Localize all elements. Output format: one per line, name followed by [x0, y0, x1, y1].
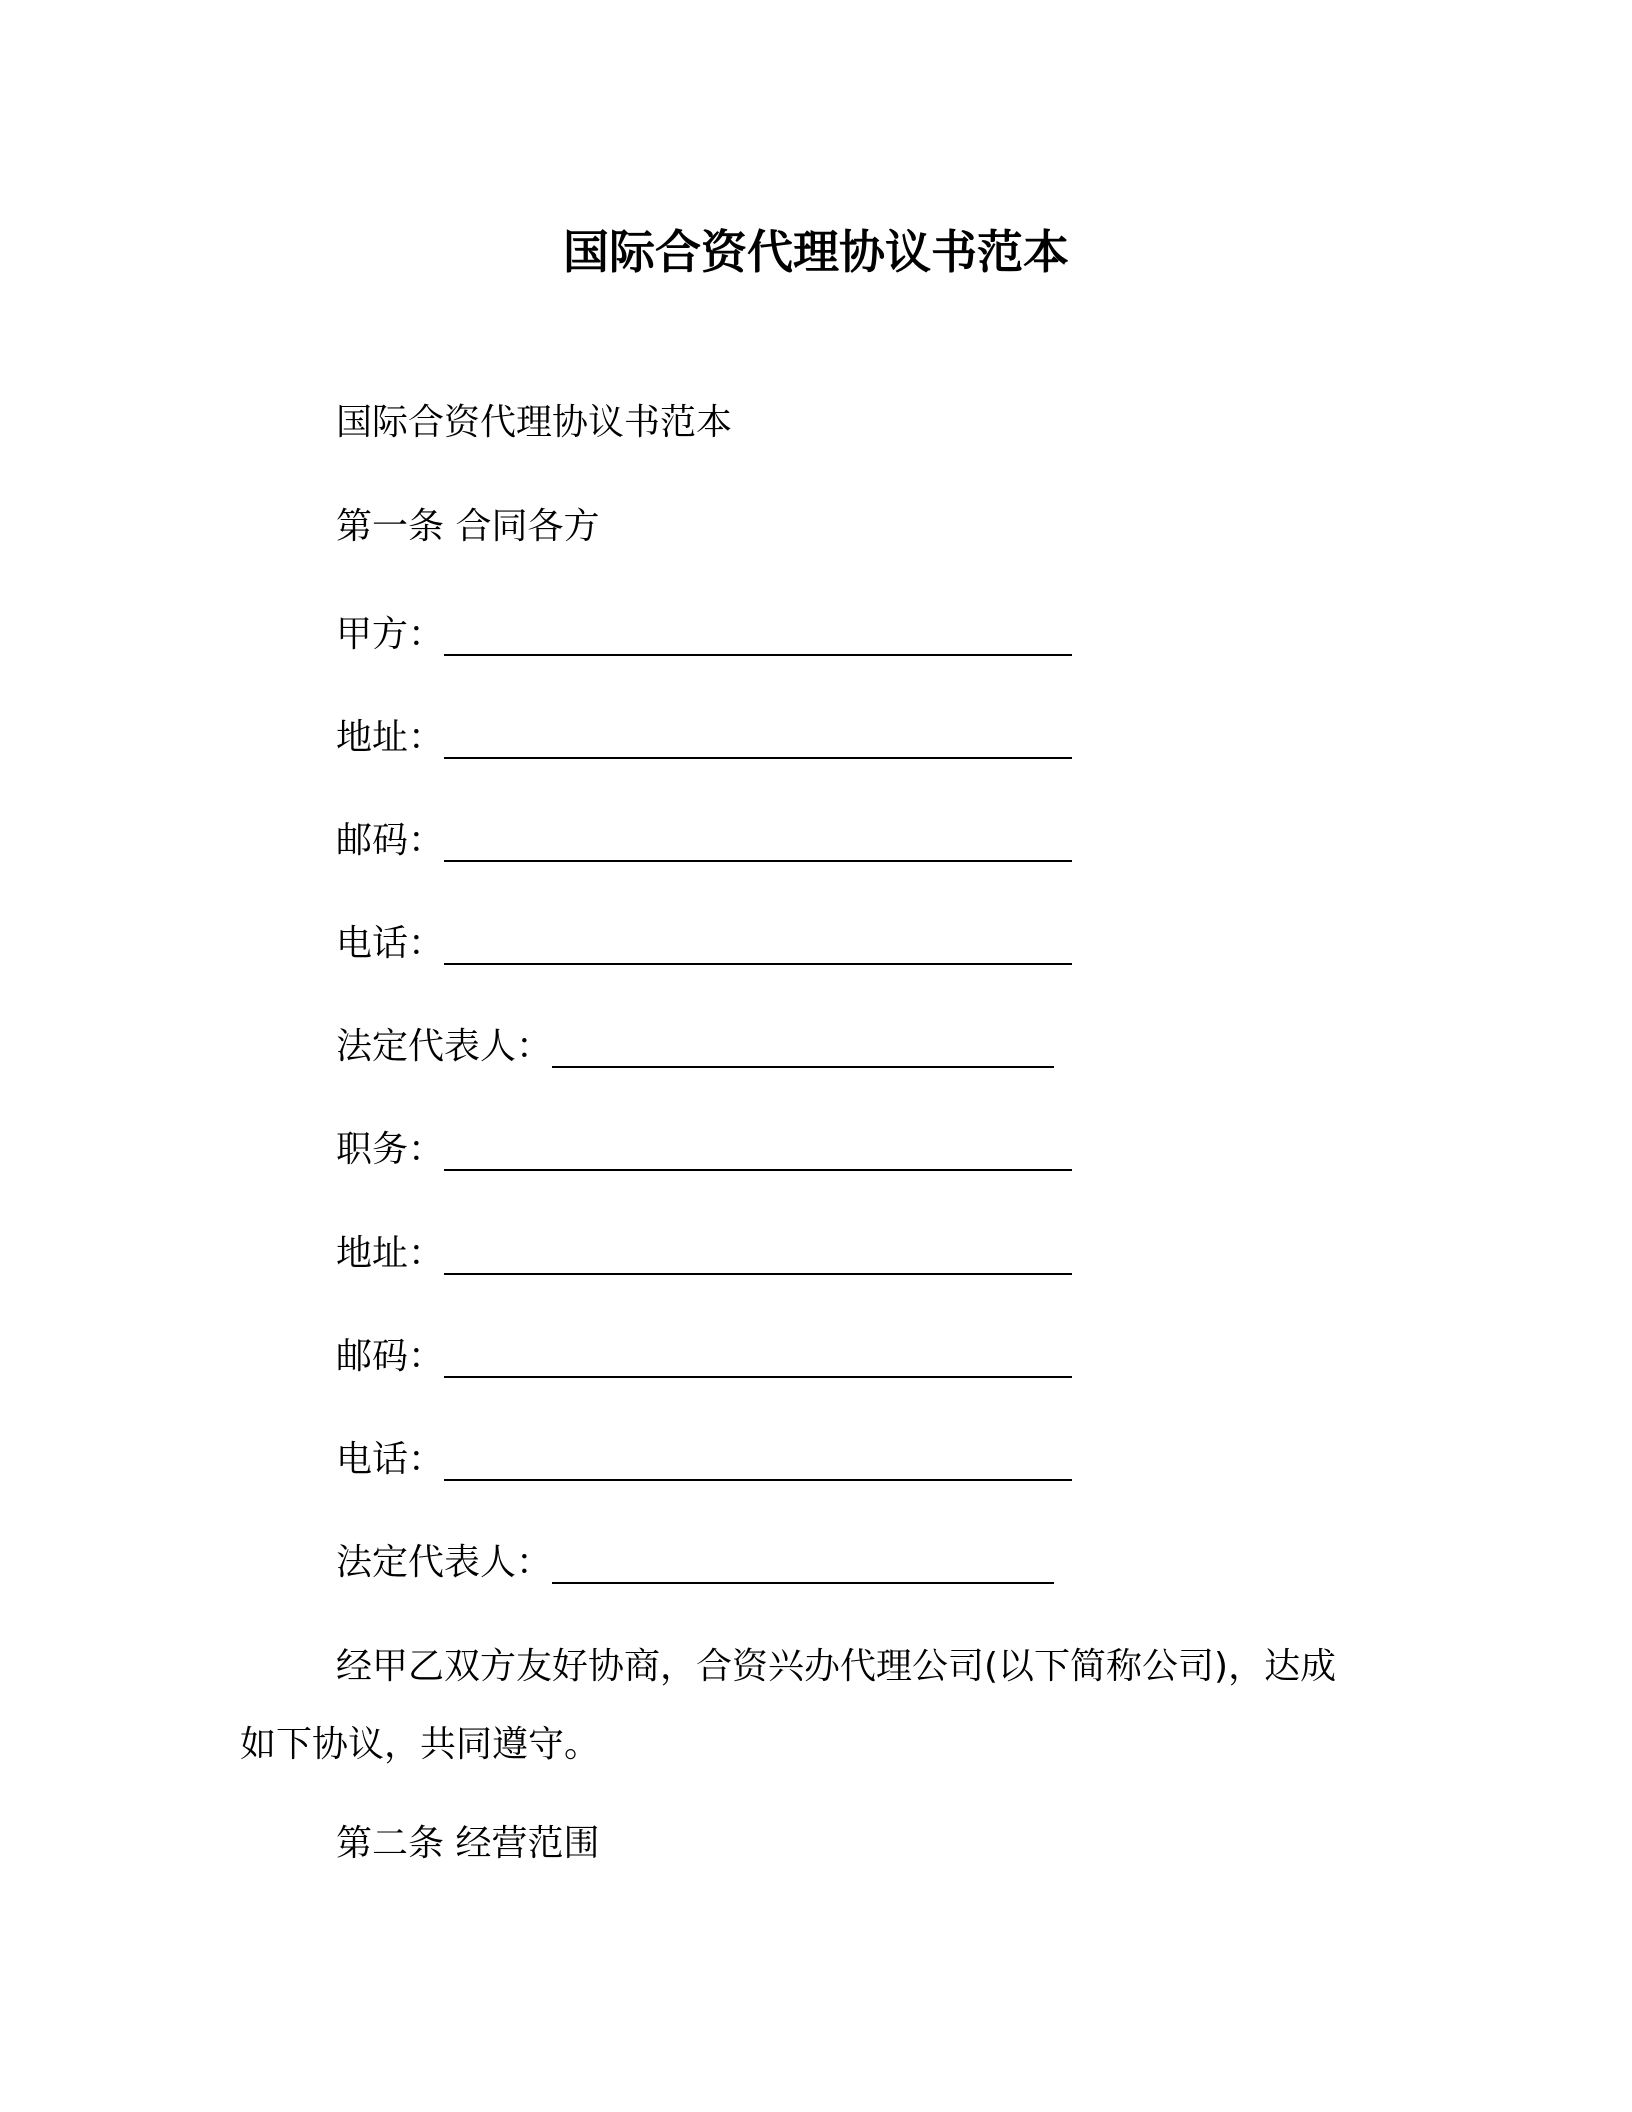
section-2-heading: 第二条 经营范围	[336, 1823, 600, 1864]
document-title: 国际合资代理协议书范本	[563, 225, 1069, 279]
field-legal-rep-2	[336, 1538, 1054, 1588]
fill-in-blank[interactable]	[444, 628, 1072, 656]
field-label: 法定代表人：	[336, 1542, 553, 1583]
section-1-heading: 第一条 合同各方	[336, 506, 600, 547]
field-label: 职务：	[336, 1129, 445, 1170]
field-address-1	[336, 713, 1072, 763]
fill-in-blank[interactable]	[552, 1556, 1054, 1584]
field-label: 甲方：	[336, 614, 445, 655]
fill-in-blank[interactable]	[444, 1350, 1072, 1378]
field-postcode-1	[336, 816, 1072, 866]
field-label: 电话：	[336, 1439, 445, 1480]
agreement-paragraph	[240, 1628, 1370, 1784]
field-position	[336, 1125, 1072, 1175]
field-legal-rep-1	[336, 1022, 1054, 1072]
field-label: 邮码：	[336, 1336, 445, 1377]
field-label: 电话：	[336, 923, 445, 964]
field-postcode-2	[336, 1332, 1072, 1382]
fill-in-blank[interactable]	[552, 1040, 1054, 1068]
field-party-a	[336, 610, 1072, 660]
field-address-2	[336, 1229, 1072, 1279]
field-label: 地址：	[336, 1233, 445, 1274]
field-phone-1	[336, 919, 1072, 969]
field-label: 法定代表人：	[336, 1026, 553, 1067]
field-label: 邮码：	[336, 820, 445, 861]
document-subtitle: 国际合资代理协议书范本	[336, 402, 733, 443]
fill-in-blank[interactable]	[444, 1247, 1072, 1275]
fill-in-blank[interactable]	[444, 1453, 1072, 1481]
agreement-text: 经甲乙双方友好协商，合资兴办代理公司(以下简称公司)，达成如下协议，共同遵守。	[240, 1646, 1337, 1765]
fill-in-blank[interactable]	[444, 937, 1072, 965]
fill-in-blank[interactable]	[444, 1143, 1072, 1171]
field-phone-2	[336, 1435, 1072, 1485]
field-label: 地址：	[336, 717, 445, 758]
fill-in-blank[interactable]	[444, 834, 1072, 862]
fill-in-blank[interactable]	[444, 731, 1072, 759]
